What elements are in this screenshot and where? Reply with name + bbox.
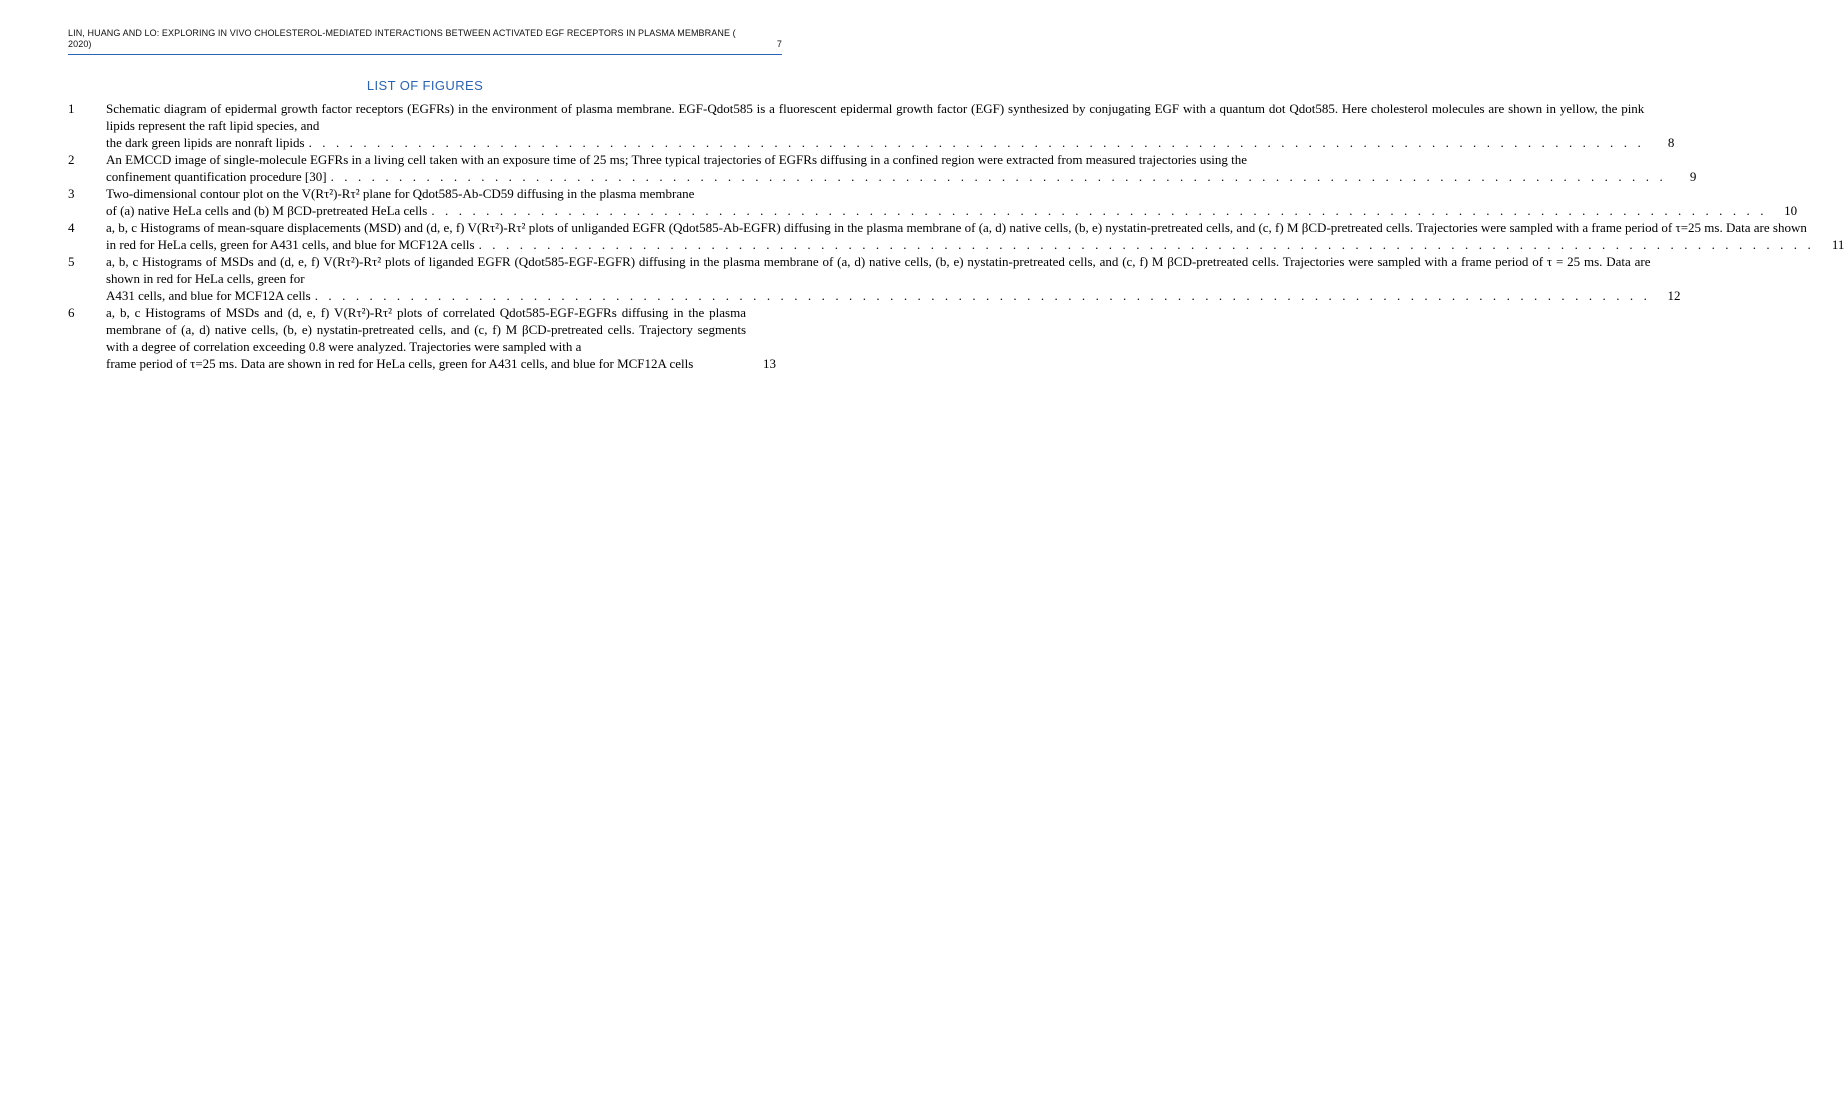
figure-caption-tail: A431 cells, and blue for MCF12A cells (106, 288, 311, 303)
dot-leader: . . . . . . . . . . . . . . . . . . . . . . . . . . . . . . . . . . . . . . . . . . . . . . . . . . . . . . . . . . . . . . . . . . . . . . . . . . . . . . . . . . . . . . . . . . . . . . . . . . (314, 288, 1651, 303)
figure-number: 1 (68, 101, 75, 116)
figure-page-number[interactable]: 9 (1689, 169, 1697, 184)
figure-caption-tail: frame period of τ=25 ms. Data are shown in red for HeLa cells, green for A431 cells, and blue for MCF12A cells (106, 356, 694, 371)
figure-caption-tail: in red for HeLa cells, green for A431 cells, and blue for MCF12A cells (106, 237, 475, 252)
header-page-number: 7 (776, 39, 782, 49)
figure-page-number[interactable]: 13 (763, 356, 776, 371)
figure-page-number[interactable]: 8 (1667, 135, 1675, 150)
list-of-figures-title: LIST OF FIGURES (366, 78, 484, 93)
header-rule (68, 54, 782, 55)
figure-page-number[interactable]: 10 (1784, 203, 1798, 218)
figure-caption-main: a, b, c Histograms of MSDs and (d, e, f) V(Rτ²)-Rτ² plots of liganded EGFR (Qdot585-EGF-EGFR) diffusing in the plasma membrane of (a, d) native cells, (b, e) nystatin-pretreated cells, and (c, f) M βCD-pretreated cells. Trajectories were sampled with a frame period of τ = 25 ms. Data are shown in red for HeLa cells, green for (106, 254, 1651, 286)
list-of-figures (68, 100, 1844, 372)
figure-caption-main: Two-dimensional contour plot on the V(Rτ²)-Rτ² plane for Qdot585-Ab-CD59 diffusing in the plasma membrane (106, 186, 695, 201)
figure-page-number[interactable]: 12 (1667, 288, 1681, 303)
dot-leader: . . . . . . . . . . . . . . . . . . . . . . . . . . . . . . . . . . . . . . . . . . . . . . . . . . . . . . . . . . . . . . . . . . . . . . . . . . . . . . . . . . . . . . . . . . . . . . . . . . (431, 203, 1768, 218)
figure-entry[interactable] (68, 100, 1675, 151)
figure-entry[interactable] (68, 151, 1697, 185)
figure-number: 5 (68, 254, 75, 269)
figure-caption-main: a, b, c Histograms of MSDs and (d, e, f) V(Rτ²)-Rτ² plots of correlated Qdot585-EGF-EGFRs diffusing in the plasma membrane of (a, d) native cells, (b, e) nystatin-pretreated cells, and (c, f) M βCD-pretreated cells. Trajectory segments with a degree of correlation exceeding 0.8 were analyzed. Trajectories were sampled with a (106, 305, 746, 354)
running-header (68, 28, 782, 50)
figure-caption-main: a, b, c Histograms of mean-square displacements (MSD) and (d, e, f) V(Rτ²)-Rτ² plots of unliganded EGFR (Qdot585-Ab-EGFR) diffusing in the plasma membrane of (a, d) native cells, (b, e) nystatin-pretreated cells, and (c, f) M βCD-pretreated cells. Trajectories were sampled with a frame period of τ=25 ms. Data are shown (106, 220, 1807, 235)
running-title-year: 2020) (68, 39, 92, 49)
figure-entry[interactable] (68, 304, 782, 372)
dot-leader: . . . . . . . . . . . . . . . . . . . . . . . . . . . . . . . . . . . . . . . . . . . . . . . . . . . . . . . . . . . . . . . . . . . . . . . . . . . . . . . . . . . . . . . . . . . . . . . . . . (308, 135, 1645, 150)
figure-entry[interactable] (68, 253, 1681, 304)
figure-caption-main: An EMCCD image of single-molecule EGFRs in a living cell taken with an exposure time of 25 ms; Three typical trajectories of EGFRs diffusing in a confined region were extracted from measured trajectories using the (106, 152, 1248, 167)
figure-number: 4 (68, 220, 75, 235)
figure-number: 6 (68, 305, 75, 320)
dot-leader: . . . . . . . . . . . . . . . . . . . . . . . . . . . . . . . . . . . . . . . . . . . . . . . . . . . . . . . . . . . . . . . . . . . . . . . . . . . . . . . . . . . . . . . . . . . . . . . . . . (478, 237, 1815, 252)
figure-caption-tail: the dark green lipids are nonraft lipids (106, 135, 305, 150)
figure-entry[interactable] (68, 219, 1844, 253)
figure-number: 2 (68, 152, 75, 167)
figure-page-number[interactable]: 11 (1831, 237, 1844, 252)
figure-caption-main: Schematic diagram of epidermal growth factor receptors (EGFRs) in the environment of plasma membrane. EGF-Qdot585 is a fluorescent epidermal growth factor (EGF) synthesized by conjugating EGF with a quantum dot Qdot585. Here cholesterol molecules are shown in yellow, the pink lipids represent the raft lipid species, and (106, 101, 1645, 133)
figure-caption-tail: of (a) native HeLa cells and (b) M βCD-pretreated HeLa cells (106, 203, 428, 218)
figure-number: 3 (68, 186, 75, 201)
figure-entry[interactable] (68, 185, 1798, 219)
dot-leader: . . . . . . . . . . . . . . . . . . . . . . . . . . . . . . . . . . . . . . . . . . . . . . . . . . . . . . . . . . . . . . . . . . . . . . . . . . . . . . . . . . . . . . . . . . . . . . . . . . (330, 169, 1667, 184)
running-title: LIN, HUANG AND LO: EXPLORING IN VIVO CHOLESTEROL-MEDIATED INTERACTIONS BETWEEN ACTIVATED EGF RECEPTORS IN PLASMA MEMBRANE ( (68, 28, 736, 38)
figure-caption-tail: confinement quantification procedure [30] (106, 169, 327, 184)
